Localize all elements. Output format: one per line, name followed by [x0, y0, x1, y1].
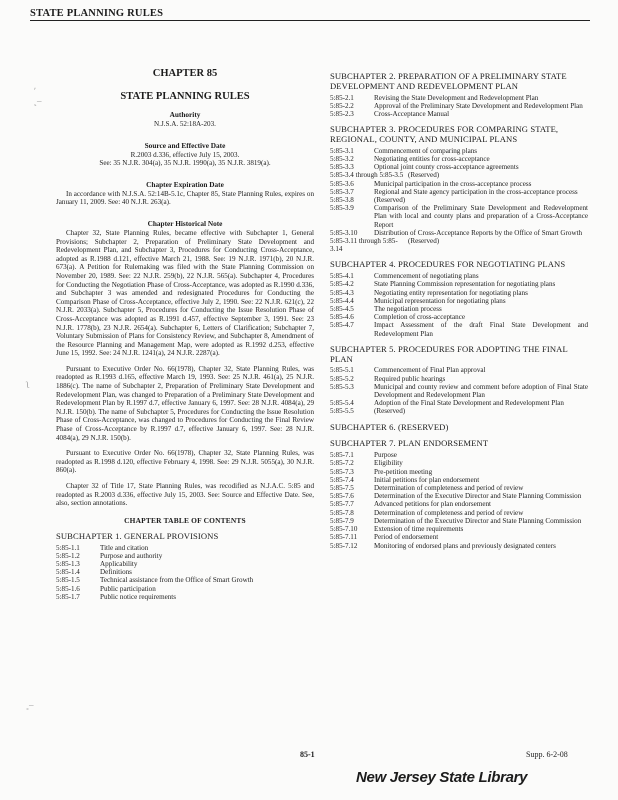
section-number: 5:85-4.5	[330, 305, 354, 314]
section-title: Cross-Acceptance Manual	[374, 110, 450, 118]
toc-entry	[330, 237, 588, 253]
section-number: 5:85-1.7	[56, 592, 80, 601]
toc-entry	[330, 509, 588, 517]
right-column	[330, 72, 588, 550]
section-number: 5:85-1.2	[56, 551, 80, 560]
toc-entry	[330, 94, 588, 102]
toc-entry	[330, 321, 588, 337]
toc-entry	[330, 383, 588, 399]
section-number: 5:85-7.8	[330, 508, 354, 517]
expiration-heading: Chapter Expiration Date	[146, 179, 224, 189]
section-title: Municipal and county review and comment before adoption of Final State Development and Redevelopment Plan	[374, 382, 588, 400]
section-title: Comparison of the Preliminary State Development and Redevelopment Plan with local and county plans and preparation of a Cross-Acceptance Report	[374, 204, 588, 229]
subchapter-7-title: SUBCHAPTER 7. PLAN ENDORSEMENT	[330, 438, 489, 449]
section-number: 5:85-1.3	[56, 559, 80, 568]
section-number: 5:85-1.4	[56, 568, 80, 577]
section-title: Impact Assessment of the draft Final State Development and Redevelopment Plan	[374, 321, 588, 338]
section-number: 5:85-5.1	[330, 366, 354, 375]
section-number: 5:85-7.5	[330, 484, 354, 493]
toc-entry	[330, 110, 588, 118]
toc-entry	[330, 533, 588, 541]
toc-entry	[330, 147, 588, 155]
subchapter-7-list	[330, 451, 588, 549]
section-title: Initial petitions for plan endorsement	[374, 475, 480, 484]
supplement-date: Supp. 6-2-08	[526, 750, 568, 759]
section-title: Applicability	[100, 559, 138, 568]
toc-entry	[330, 476, 588, 484]
section-title: (Reserved)	[408, 237, 440, 246]
section-number: 5:85-3.7	[330, 187, 354, 196]
section-number: 5:85-3.9	[330, 204, 354, 213]
section-number: 5:85-3.1	[330, 146, 354, 155]
section-title: Negotiating entity representation for negotiating plans	[374, 288, 528, 297]
left-column	[56, 68, 314, 601]
section-title: Revising the State Development and Redevelopment Plan	[374, 93, 539, 102]
history-note	[56, 229, 314, 508]
toc-entry	[330, 366, 588, 374]
section-number: 5:85-3.3	[330, 163, 354, 172]
subchapter-1-list	[56, 544, 314, 601]
history-paragraph-2: Pursuant to Executive Order No. 66(1978), Chapter 32, State Planning Rules, was readopted as R.1993 d.165, effective March 19, 1993. See: 25 N.J.R. 461(a), 25 N.J.R. 1886(c). The name of Subchapter 2, Preparation of Preliminary State Development and Redevelopment Plan, was changed to Preparation of a Preliminary State Development and Redevelopment Plan by R.1997 d.7, effective January 6, 1997. See: 28 N.J.R. 4084(a), 29 N.J.R. 150(b). The name of Subchapter 5, Procedures for Conducting the Issue Resolution Phase of Cross-Acceptance, was changed to Procedures for Conducting the Final Review Phase of Cross-Acceptance by R.1997 d.7, effective January 6, 1997. See: 28 N.J.R. 4084(a), 29 N.J.R. 150(b).	[56, 364, 314, 442]
section-number: 5:85-5.4	[330, 399, 354, 408]
subchapter-3-list	[330, 147, 588, 254]
margin-mark-4: ˳–	[26, 700, 34, 710]
subchapter-3-title: SUBCHAPTER 3. PROCEDURES FOR COMPARING STATE, REGIONAL, COUNTY, AND MUNICIPAL PLANS	[330, 124, 559, 144]
section-title: Approval of the Preliminary State Development and Redevelopment Plan	[374, 101, 583, 110]
toc-entry	[330, 229, 588, 237]
section-title: Determination of the Executive Director and State Planning Commission	[374, 492, 582, 501]
section-title: Monitoring of endorsed plans and previously designated centers	[374, 541, 556, 550]
section-number: 5:85-4.3	[330, 288, 354, 297]
subchapter-5-list	[330, 366, 588, 415]
section-title: State Planning Commission representation for negotiating plans	[374, 280, 556, 289]
section-number: 5:85-2.3	[330, 110, 354, 118]
section-title: Adoption of the Final State Development and Redevelopment Plan	[374, 399, 564, 408]
subchapter-6-title: SUBCHAPTER 6. (RESERVED)	[330, 421, 449, 432]
toc-entry	[56, 560, 314, 568]
section-number: 5:85-4.4	[330, 296, 354, 305]
section-number: 5:85-1.1	[56, 543, 80, 552]
library-stamp: New Jersey State Library	[356, 769, 528, 786]
section-number: 5:85-1.5	[56, 576, 80, 585]
margin-mark-1: ʹ	[34, 86, 36, 96]
toc-entry	[330, 407, 588, 415]
toc-entry	[56, 593, 314, 601]
toc-entry	[330, 484, 588, 492]
expiration-text: In accordance with N.J.S.A. 52:14B-5.1c, Chapter 85, State Planning Rules, expires on January 11, 2009. See: 40 N.J.R. 263(a).	[56, 189, 314, 207]
section-title: Period of endorsement	[374, 533, 439, 542]
toc-entry	[330, 459, 588, 467]
section-title: Title and citation	[100, 543, 149, 552]
subchapter-5-title: SUBCHAPTER 5. PROCEDURES FOR ADOPTING THE FINAL PLAN	[330, 343, 568, 364]
section-number: 5:85-7.2	[330, 459, 354, 468]
toc-entry	[56, 585, 314, 593]
section-title: Determination of the Executive Director and State Planning Commission	[374, 516, 582, 525]
section-number: 5:85-2.1	[330, 93, 354, 102]
toc-entry	[330, 305, 588, 313]
section-number: 5:85-4.7	[330, 321, 354, 330]
toc-entry	[330, 517, 588, 525]
toc-entry	[330, 500, 588, 508]
toc-entry	[330, 188, 588, 196]
toc-entry	[330, 492, 588, 500]
toc-title: CHAPTER TABLE OF CONTENTS	[124, 515, 246, 525]
section-title: (Reserved)	[374, 407, 406, 416]
toc-entry	[330, 525, 588, 533]
section-number: 5:85-7.12	[330, 541, 358, 550]
section-number: 5:85-5.2	[330, 374, 354, 383]
section-number: 5:85-3.11 through 5:85-3.14	[330, 237, 398, 254]
section-title: Commencement of Final Plan approval	[374, 366, 486, 375]
section-title: Eligibility	[374, 459, 403, 468]
section-title: Purpose and authority	[100, 551, 163, 560]
subchapter-4-title: SUBCHAPTER 4. PROCEDURES FOR NEGOTIATING PLANS	[330, 259, 566, 270]
section-number: 5:85-3.6	[330, 179, 354, 188]
margin-mark-3: ʅ	[26, 380, 30, 390]
section-title: Commencement of negotiating plans	[374, 272, 479, 281]
toc-entry	[56, 568, 314, 576]
toc-entry	[330, 180, 588, 188]
source-line-2: See: 35 N.J.R. 304(a), 35 N.J.R. 1990(a), 35 N.J.R. 3819(a).	[99, 159, 271, 168]
history-paragraph-1: Chapter 32, State Planning Rules, became effective with Subchapter 1, General Provisions; Subchapter 2, Preparation of Preliminary State Development and Redevelopment Plan, and Subchapter 3, Procedures for Conducting Cross-Acceptance, adopted as R.1988 d.121, effective March 21, 1988. See: 19 N.J.R. 1971(b), 20 N.J.R. 673(a). A Petition for Rulemaking was filed with the State Planning Commission on November 20, 1989. See: 22 N.J.R. 259(b), 22 N.J.R. 565(a). Subchapter 4, Procedures for Conducting the Negotiation Phase of Cross-Acceptance, was adopted as R.1990 d.336, and Subchapter 3 was amended and redesignated Procedures for Conducting the Comparison Phase of Cross-Acceptance, effective July 2, 1990. See: 22 N.J.R. 621(c), 22 N.J.R. 2033(a). Subchapter 5, Procedures for Conducting the Issue Resolution Phase of Cross-Acceptance was adopted as R.1991 d.457, effective September 3, 1991. See: 23 N.J.R. 1778(b), 23 N.J.R. 2654(a). Subchapter 6, Letters of Clarification; Subchapter 7, Voluntary Submission of Plans for Consistency Review, and Subchapter 8, Amendment of the Resource Planning and Management Map, were adopted as R.1992 d.253, effective June 15, 1992. See: 24 N.J.R. 1241(a), 24 N.J.R. 2287(a).	[56, 228, 314, 358]
section-number: 5:85-1.6	[56, 584, 80, 593]
section-title: The negotiation process	[374, 305, 442, 314]
section-title: Required public hearings	[374, 374, 446, 383]
history-paragraph-3: Pursuant to Executive Order No. 66(1978), Chapter 32, State Planning Rules, was readopted as R.1998 d.120, effective February 4, 1998. See: 29 N.J.R. 5055(a), 30 N.J.R. 860(a).	[56, 449, 314, 475]
section-number: 5:85-3.8	[330, 196, 354, 205]
toc-entry	[330, 155, 588, 163]
authority-heading: Authority	[169, 110, 201, 119]
chapter-number: CHAPTER 85	[152, 68, 218, 79]
toc-entry	[56, 544, 314, 552]
subchapter-1-title: SUBCHAPTER 1. GENERAL PROVISIONS	[56, 530, 219, 541]
section-title: Pre-petition meeting	[374, 467, 433, 476]
running-title: STATE PLANNING RULES	[30, 8, 164, 19]
section-number: 5:85-3.10	[330, 228, 358, 237]
toc-entry	[330, 102, 588, 110]
section-title: Public participation	[100, 584, 156, 593]
section-number: 5:85-5.3	[330, 382, 354, 391]
toc-entry	[330, 289, 588, 297]
section-title: Commencement of comparing plans	[374, 146, 478, 155]
toc-entry	[330, 204, 588, 229]
section-title: Determination of completeness and period of review	[374, 508, 524, 517]
section-title: Municipal representation for negotiating plans	[374, 296, 506, 305]
section-title: Definitions	[100, 568, 132, 577]
history-heading: Chapter Historical Note	[147, 218, 223, 228]
subchapter-2-list	[330, 94, 588, 119]
section-number: 5:85-4.2	[330, 280, 354, 289]
authority-text: N.J.S.A. 52:18A-203.	[154, 120, 216, 128]
toc-entry	[56, 552, 314, 560]
toc-entry	[330, 375, 588, 383]
section-title: Optional joint county cross-acceptance agreements	[374, 163, 519, 172]
toc-entry	[56, 576, 314, 584]
section-number: 5:85-7.10	[330, 525, 358, 534]
section-title: Municipal participation in the cross-acceptance process	[374, 179, 532, 188]
section-title: Advanced petitions for plan endorsement	[374, 500, 492, 509]
toc-entry	[330, 163, 588, 171]
toc-entry	[330, 297, 588, 305]
section-title: Determination of completeness and period of review	[374, 484, 524, 493]
toc-entry	[330, 399, 588, 407]
toc-entry	[330, 451, 588, 459]
section-number: 5:85-4.1	[330, 272, 354, 281]
chapter-title: STATE PLANNING RULES	[120, 91, 250, 102]
running-header	[30, 8, 590, 21]
margin-mark-2: ˛–	[34, 96, 42, 106]
section-number: 5:85-7.1	[330, 451, 354, 460]
toc-entry	[330, 468, 588, 476]
section-title: (Reserved)	[408, 171, 440, 180]
section-title: Public notice requirements	[100, 592, 177, 601]
section-title: Negotiating entities for cross-acceptance	[374, 155, 490, 163]
toc-entry	[330, 280, 588, 288]
section-number: 5:85-3.2	[330, 155, 354, 163]
section-number: 5:85-7.11	[330, 533, 358, 542]
section-title: (Reserved)	[374, 196, 406, 205]
section-number: 5:85-7.4	[330, 475, 354, 484]
section-title: Extension of time requirements	[374, 525, 464, 534]
source-heading: Source and Effective Date	[144, 140, 226, 150]
section-number: 5:85-4.6	[330, 313, 354, 322]
toc-entry	[330, 171, 588, 179]
section-title: Technical assistance from the Office of Smart Growth	[100, 576, 254, 585]
subchapter-4-list	[330, 272, 588, 338]
section-number: 5:85-5.5	[330, 407, 354, 416]
toc-entry	[330, 313, 588, 321]
toc-entry	[330, 196, 588, 204]
toc-entry	[330, 542, 588, 550]
section-number: 5:85-7.3	[330, 467, 354, 476]
page-number: 85-1	[300, 750, 315, 759]
section-title: Purpose	[374, 451, 397, 460]
section-number: 5:85-7.9	[330, 516, 354, 525]
section-title: Completion of cross-acceptance	[374, 313, 465, 322]
section-number: 5:85-2.2	[330, 101, 354, 110]
source-line-1: R.2003 d.336, effective July 15, 2003.	[130, 150, 240, 159]
subchapter-2-title: SUBCHAPTER 2. PREPARATION OF A PRELIMINARY STATE DEVELOPMENT AND REDEVELOPMENT PLAN	[330, 71, 567, 91]
toc-entry	[330, 272, 588, 280]
section-title: Distribution of Cross-Acceptance Reports by the Office of Smart Growth	[374, 228, 583, 237]
section-number: 5:85-7.7	[330, 500, 354, 509]
section-title: Regional and State agency participation in the cross-acceptance process	[374, 187, 578, 196]
section-number: 5:85-7.6	[330, 492, 354, 501]
section-number: 5:85-3.4 through 5:85-3.5	[330, 171, 404, 180]
history-paragraph-4: Chapter 32 of Title 17, State Planning Rules, was recodified as N.J.A.C. 5:85 and readopted as R.2003 d.336, effective July 15, 2003. See: Source and Effective Date. See, also, section annotations.	[56, 482, 314, 508]
